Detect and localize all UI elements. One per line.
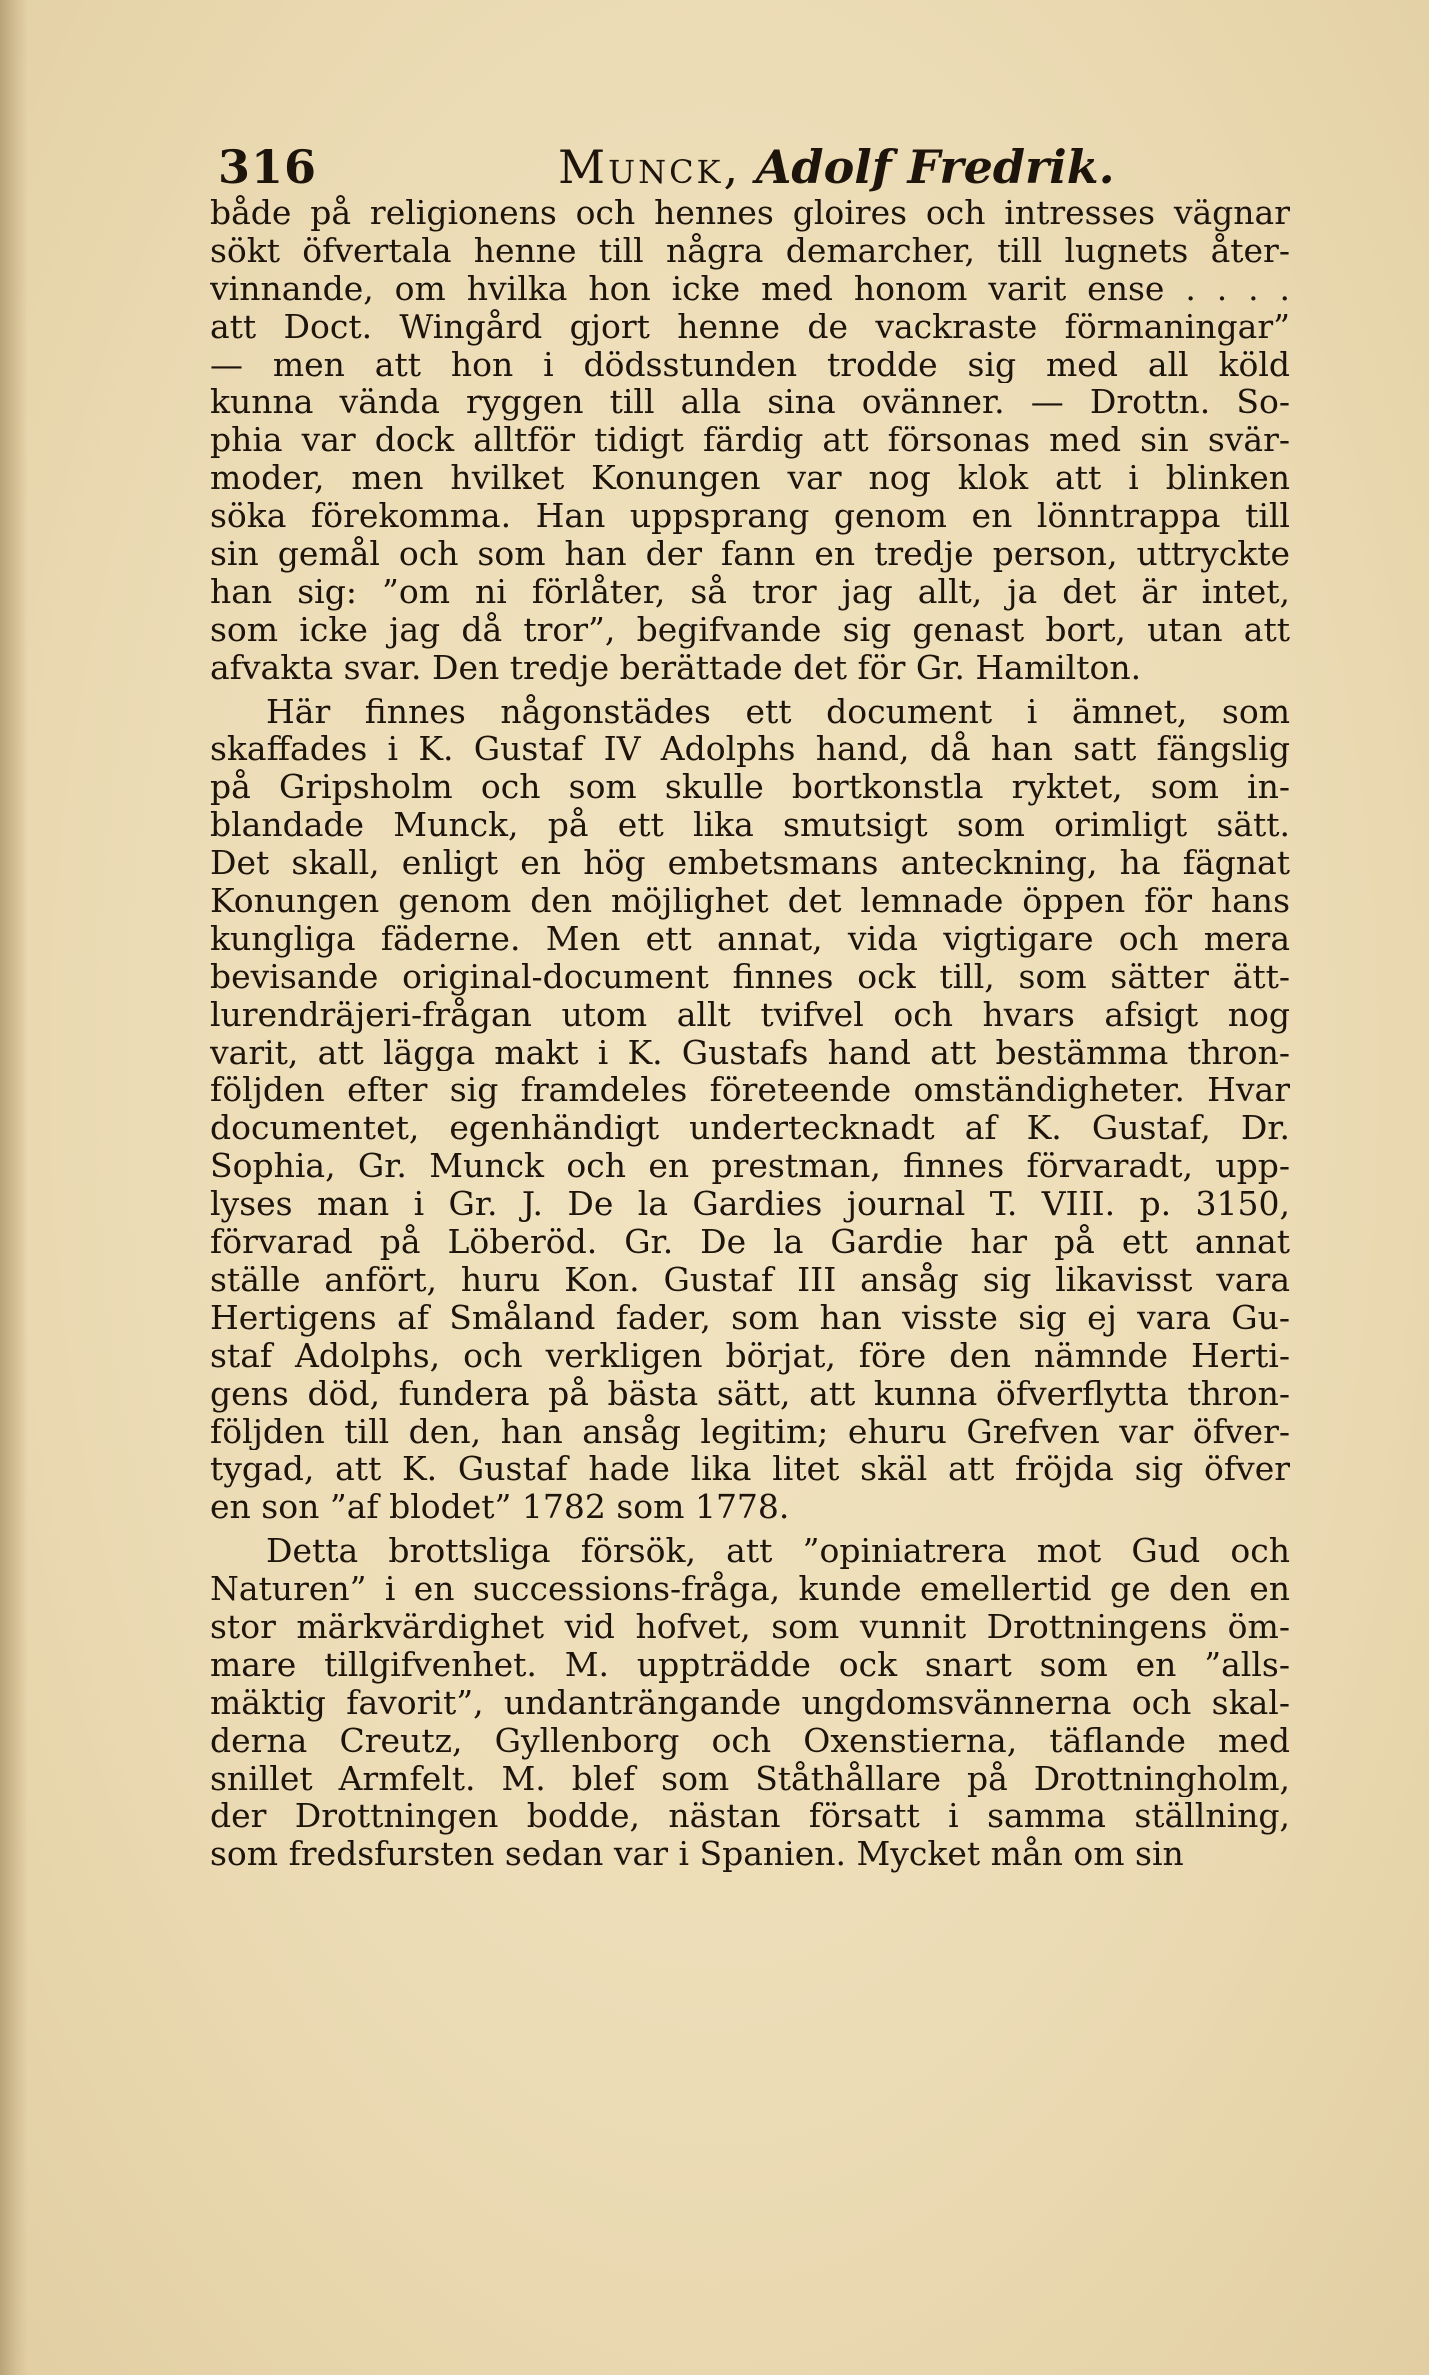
text-line: följden till den, han ansåg legitim; ehuru Grefven var öfver- [210, 1412, 1290, 1451]
text-line: han sig: ”om ni förlåter, så tror jag allt, ja det är intet, [210, 572, 1290, 611]
text-line: lyses man i Gr. J. De la Gardies journal T. VIII. p. 3150, [210, 1185, 1290, 1224]
text-line: afvakta svar. Den tredje berättade det för Gr. Hamilton. [210, 648, 1142, 687]
text-line: stor märkvärdighet vid hofvet, som vunnit Drottningens öm- [210, 1607, 1290, 1646]
text-line: kungliga fäderne. Men ett annat, vida vigtigare och mera [210, 919, 1290, 958]
text-line: bevisande original-document finnes ock till, som sätter ätt- [210, 957, 1290, 996]
text-line: snillet Armfelt. M. blef som Ståthållare på Drottningholm, [210, 1759, 1290, 1798]
running-title [558, 140, 1115, 194]
text-line: Detta brottsliga försök, att ”opiniatrera mot Gud och [266, 1532, 1290, 1571]
text-line: mare tillgifvenhet. M. uppträdde ock snart som en ”alls- [210, 1645, 1290, 1684]
paragraph [210, 194, 1290, 687]
text-line: lurendräjeri-frågan utom allt tvifvel och hvars afsigt nog [210, 995, 1290, 1034]
text-line: phia var dock alltför tidigt färdig att försonas med sin svär- [210, 421, 1290, 460]
running-head [218, 130, 1298, 200]
text-line: sökt öfvertala henne till några demarcher, till lugnets åter- [210, 231, 1290, 270]
paragraph [210, 693, 1290, 1527]
text-line: documentet, egenhändigt undertecknadt af K. Gustaf, Dr. [210, 1109, 1290, 1148]
text-line: både på religionens och hennes gloires och intresses vägnar [210, 194, 1290, 232]
text-line: som fredsfursten sedan var i Spanien. Mycket mån om sin [210, 1835, 1184, 1874]
text-line: varit, att lägga makt i K. Gustafs hand att bestämma thron- [210, 1033, 1290, 1072]
text-line: der Drottningen bodde, nästan försatt i samma ställning, [210, 1797, 1290, 1836]
text-line: en son ”af blodet” 1782 som 1778. [210, 1488, 790, 1527]
text-line: Naturen” i en successions-fråga, kunde emellertid ge den en [210, 1570, 1290, 1608]
text-line: sin gemål och som han der fann en tredje person, uttryckte [210, 535, 1290, 573]
text-line: staf Adolphs, och verkligen börjat, före den nämnde Herti- [210, 1336, 1290, 1375]
text-line: blandade Munck, på ett lika smutsigt som orimligt sätt. [210, 806, 1290, 845]
page-number: 316 [218, 140, 318, 194]
running-title-given-names: Adolf Fredrik. [755, 140, 1115, 194]
text-line: på Gripsholm och som skulle bortkonstla ryktet, som in- [210, 768, 1290, 807]
text-line: Konungen genom den möjlighet det lemnade öppen för hans [210, 882, 1290, 920]
text-line: — men att hon i dödsstunden trodde sig med all köld [210, 345, 1290, 384]
text-line: Här finnes någonstädes ett document i ämnet, som [266, 692, 1290, 731]
text-line: Det skall, enligt en hög embetsmans anteckning, ha fägnat [210, 844, 1290, 883]
text-line: ställe anfört, huru Kon. Gustaf III ansåg sig likavisst vara [210, 1260, 1290, 1299]
text-line: följden efter sig framdeles företeende omständigheter. Hvar [210, 1071, 1290, 1110]
running-title-surname: Munck, [558, 140, 742, 194]
body-text [210, 194, 1290, 1873]
text-line: mäktig favorit”, undanträngande ungdomsvännerna och skal- [210, 1683, 1290, 1722]
text-line: gens död, fundera på bästa sätt, att kunna öfverflytta thron- [210, 1374, 1290, 1413]
text-line: att Doct. Wingård gjort henne de vackraste förmaningar” [210, 307, 1290, 346]
text-line: som icke jag då tror”, begifvande sig genast bort, utan att [210, 610, 1290, 649]
text-line: kunna vända ryggen till alla sina ovänner. — Drottn. So- [210, 383, 1290, 422]
text-line: moder, men hvilket Konungen var nog klok att i blinken [210, 459, 1290, 498]
text-line: derna Creutz, Gyllenborg och Oxenstierna, täflande med [210, 1721, 1290, 1760]
text-line: söka förekomma. Han uppsprang genom en lönntrappa till [210, 497, 1290, 536]
text-line: tygad, att K. Gustaf hade lika litet skäl att fröjda sig öfver [210, 1450, 1290, 1489]
paragraph [210, 1532, 1290, 1873]
paragraph-list [210, 194, 1290, 1873]
text-line: skaffades i K. Gustaf IV Adolphs hand, då han satt fängslig [210, 730, 1290, 769]
text-line: förvarad på Löberöd. Gr. De la Gardie har på ett annat [210, 1223, 1290, 1261]
page-gutter-shadow [0, 0, 28, 2375]
text-line: vinnande, om hvilka hon icke med honom varit ense . . . . [210, 269, 1290, 308]
text-line: Hertigens af Småland fader, som han visste sig ej vara Gu- [210, 1298, 1290, 1337]
text-line: Sophia, Gr. Munck och en prestman, finnes förvaradt, upp- [210, 1147, 1290, 1186]
